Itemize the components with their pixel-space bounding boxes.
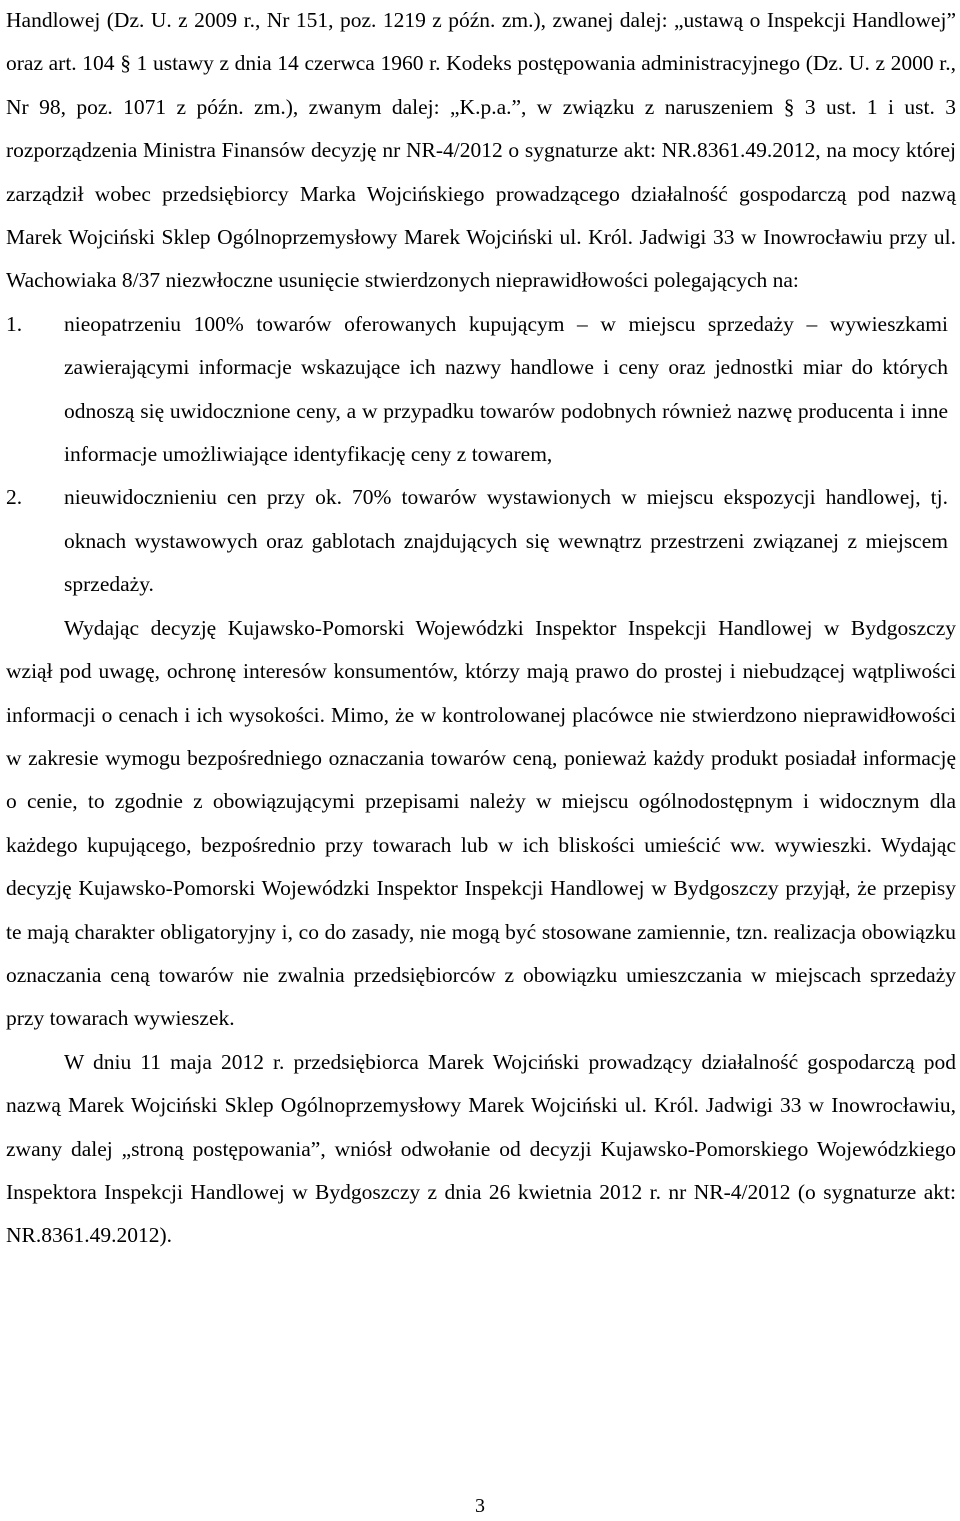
document-page [6, 0, 956, 1258]
violations-list [6, 303, 956, 607]
list-item-text: nieopatrzeniu 100% towarów oferowanych kupującym – w miejscu sprzedaży – wywieszkami zawierającymi informacje wskazujące ich nazwy handlowe i ceny oraz jednostki miar do których odnoszą się uwidocznione ceny, a w przypadku towarów podobnych również nazwę producenta i inne informacje umożliwiające identyfikację ceny z towarem, [64, 311, 948, 467]
list-item-text: nieuwidocznieniu cen przy ok. 70% towarów wystawionych w miejscu ekspozycji handlowej, tj. oknach wystawowych oraz gablotach znajdujących się wewnątrz przestrzeni związanej z miejscem sprzedaży. [64, 485, 948, 597]
page-number: 3 [475, 1495, 485, 1517]
list-item-number: 2. [6, 485, 23, 510]
appeal-paragraph: W dniu 11 maja 2012 r. przedsiębiorca Marek Wojciński prowadzący działalność gospodarczą pod nazwą Marek Wojciński Sklep Ogólnoprzemysłowy Marek Wojciński ul. Król. Jadwigi 33 w Inowrocławiu, zwany dalej „stroną postępowania”, wniósł odwołanie od decyzji Kujawsko-Pomorskiego Wojewódzkiego Inspektora Inspekcji Handlowej w Bydgoszczy z dnia 26 kwietnia 2012 r. nr NR-4/2012 (o sygnaturze akt: NR.8361.49.2012). [6, 1049, 956, 1248]
list-item [6, 476, 956, 606]
list-item [6, 303, 956, 477]
intro-paragraph: Handlowej (Dz. U. z 2009 r., Nr 151, poz. 1219 z późn. zm.), zwanej dalej: „ustawą o Inspekcji Handlowej” oraz art. 104 § 1 ustawy z dnia 14 czerwca 1960 r. Kodeks postępowania administracyjnego (Dz. U. z 2000 r., Nr 98, poz. 1071 z późn. zm.), zwanym dalej: „K.p.a.”, w związku z naruszeniem § 3 ust. 1 i ust. 3 rozporządzenia Ministra Finansów decyzję nr NR-4/2012 o sygnaturze akt: NR.8361.49.2012, na mocy której zarządził wobec przedsiębiorcy Marka Wojcińskiego prowadzącego działalność gospodarczą pod nazwą Marek Wojciński Sklep Ogólnoprzemysłowy Marek Wojciński ul. Król. Jadwigi 33 w Inowrocławiu przy ul. Wachowiaka 8/37 niezwłoczne usunięcie stwierdzonych nieprawidłowości polegających na: [6, 8, 956, 293]
list-item-number: 1. [6, 311, 23, 336]
decision-rationale-paragraph: Wydając decyzję Kujawsko-Pomorski Wojewódzki Inspektor Inspekcji Handlowej w Bydgoszczy wziął pod uwagę, ochronę interesów konsumentów, którzy mają prawo do prostej i niebudzącej wątpliwości informacji o cenach i ich wysokości. Mimo, że w kontrolowanej placówce nie stwierdzono nieprawidłowości w zakresie wymogu bezpośredniego oznaczania towarów ceną, ponieważ każdy produkt posiadał informację o cenie, to zgodnie z obowiązującymi przepisami należy w miejscu ogólnodostępnym i widocznym dla każdego kupującego, bezpośrednio przy towarach lub w ich bliskości umieścić ww. wywieszki. Wydając decyzję Kujawsko-Pomorski Wojewódzki Inspektor Inspekcji Handlowej w Bydgoszczy przyjął, że przepisy te mają charakter obligatoryjny i, co do zasady, nie mogą być stosowane zamiennie, tzn. realizacja obowiązku oznaczania ceną towarów nie zwalnia przedsiębiorców z obowiązku umieszczania w miejscach sprzedaży przy towarach wywieszek. [6, 615, 956, 1031]
